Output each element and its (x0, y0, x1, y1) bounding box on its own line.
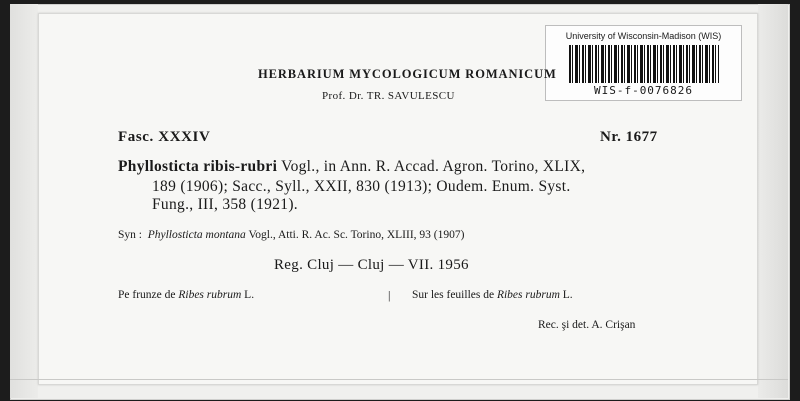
envelope-left-flap (10, 4, 38, 398)
barcode-id: WIS-f-0076826 (593, 84, 694, 97)
taxon-citation-3: Fung., III, 358 (1921). (152, 196, 298, 213)
envelope-fold-line (10, 379, 788, 380)
sticker-institution: University of Wisconsin-Madison (WIS) (565, 31, 722, 41)
host-french (412, 289, 573, 301)
barcode-sticker (545, 25, 742, 101)
host-fr-prefix: Sur les feuilles de (412, 289, 497, 301)
envelope-right-flap (758, 4, 788, 398)
taxon-citation-1: Vogl., in Ann. R. Accad. Agron. Torino, XLIX, (277, 158, 586, 175)
host-ro-name: Ribes rubrum (178, 289, 242, 301)
taxon-citation-2: 189 (1906); Sacc., Syll., XXII, 830 (1913); Oudem. Enum. Syst. (152, 178, 571, 195)
locality-date: Reg. Cluj — Cluj — VII. 1956 (274, 257, 469, 273)
synonym-line (118, 229, 464, 241)
host-fr-suffix: L. (559, 289, 573, 301)
host-romanian (118, 289, 254, 301)
taxon-line-1 (118, 158, 585, 176)
host-fr-name: Ribes rubrum (496, 289, 560, 301)
synonym-citation: Vogl., Atti. R. Ac. Sc. Torino, XLIII, 93 (1907) (245, 229, 465, 241)
herbarium-header: HERBARIUM MYCOLOGICUM ROMANICUM (258, 67, 557, 81)
taxon-name: Phyllosticta ribis-rubri (118, 158, 278, 175)
fascicle-number: Fasc. XXXIV (118, 129, 211, 145)
language-separator: | (388, 288, 391, 302)
specimen-number: Nr. 1677 (600, 129, 658, 145)
collector-determiner: Rec. şi det. A. Crişan (538, 319, 636, 331)
synonym-label: Syn : (118, 229, 142, 241)
host-ro-prefix: Pe frunze de (118, 289, 179, 301)
herbarium-director: Prof. Dr. TR. SAVULESCU (322, 90, 455, 102)
barcode-graphic (569, 45, 719, 83)
host-ro-suffix: L. (241, 289, 255, 301)
synonym-name: Phyllosticta montana (147, 229, 246, 241)
